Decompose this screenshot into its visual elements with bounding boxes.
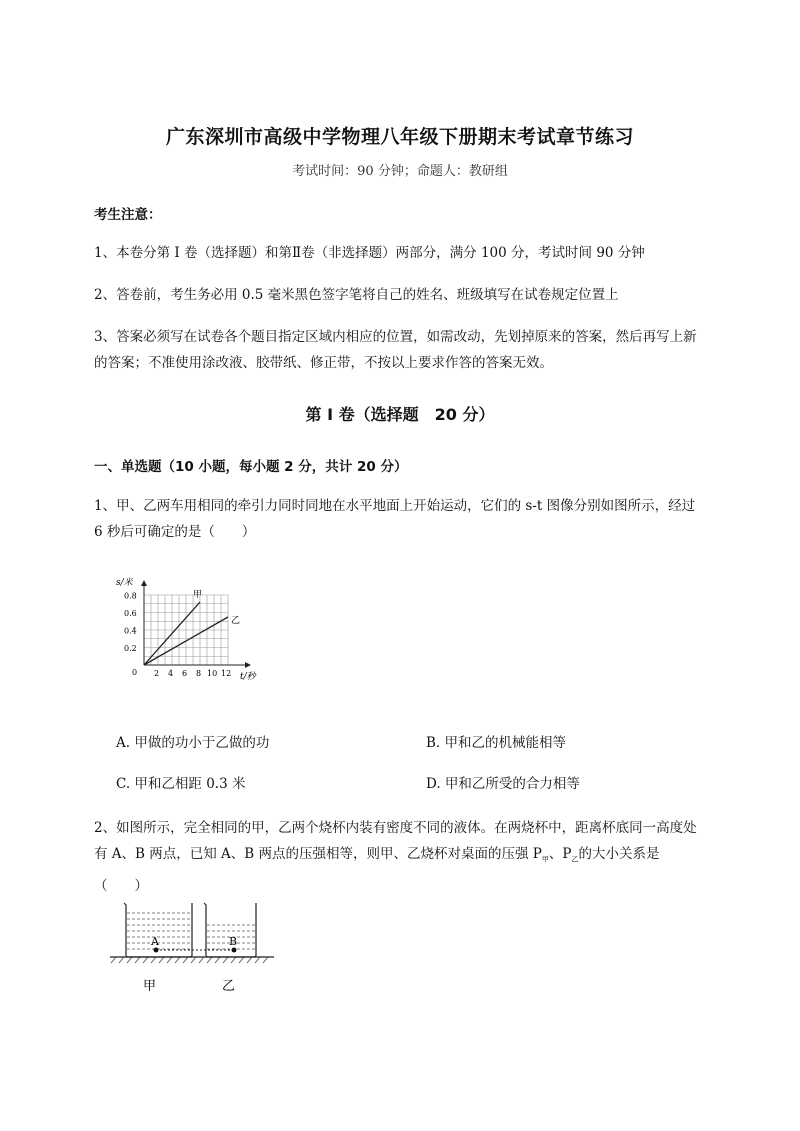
xtick-label: 6 (182, 669, 188, 678)
y-axis-label: s/米 (116, 578, 133, 588)
exam-info: 考试时间：90 分钟；命题人：教研组 (292, 164, 508, 179)
xtick-label: 2 (154, 669, 160, 678)
q1-option-b: B. 甲和乙的机械能相等 (426, 735, 567, 751)
point-b-dot (232, 948, 237, 953)
notice-item-2: 2、答卷前，考生务必用 0.5 毫米黑色签字笔将自己的姓名、班级填写在试卷规定位置上 (94, 287, 619, 303)
q1-option-a: A. 甲做的功小于乙做的功 (116, 735, 270, 751)
line-yi-label: 乙 (231, 616, 241, 626)
point-a-label: A (151, 935, 159, 948)
xtick-label: 8 (196, 669, 202, 678)
notice-heading: 考生注意： (94, 207, 162, 223)
xtick-label: 10 (207, 669, 218, 678)
ytick-label: 0.6 (124, 609, 137, 618)
point-b-label: B (229, 935, 238, 948)
xtick-label: 4 (168, 669, 174, 678)
question-1-stem: 1、甲、乙两车用相同的牵引力同时同地在水平地面上开始运动，它们的 s-t 图像分别如图所示，经过 6 秒后可确定的是（ ） (94, 498, 696, 540)
q1-option-d: D. 甲和乙所受的合力相等 (426, 776, 580, 792)
subscript-yi: 乙 (571, 855, 579, 864)
q2-stem-part: 、P (548, 846, 572, 862)
x-axis-label: t/秒 (240, 672, 256, 682)
point-a-dot (154, 948, 159, 953)
ytick-label: 0.2 (124, 644, 137, 653)
ytick-label: 0.8 (124, 591, 137, 601)
xtick-label: 12 (221, 669, 232, 678)
beakers-figure (108, 895, 278, 995)
part-title: 一、单选题（10 小题，每小题 2 分，共计 20 分） (94, 459, 408, 475)
beaker-jia-label: 甲 (143, 979, 157, 994)
st-graph (112, 575, 272, 690)
beaker-yi-label: 乙 (222, 979, 236, 994)
graph-grid (144, 595, 228, 665)
subscript-jia: 甲 (541, 855, 549, 864)
origin-label: 0 (132, 668, 138, 677)
notice-item-1: 1、本卷分第 I 卷（选择题）和第Ⅱ卷（非选择题）两部分，满分 100 分，考试时间 90 分钟 (94, 245, 645, 261)
question-2-stem-line-1: 2、如图所示，完全相同的甲，乙两个烧杯内装有密度不同的液体。在两烧杯中，距离杯底同一高度处 (94, 820, 697, 836)
ytick-label: 0.4 (124, 626, 137, 636)
page-title: 广东深圳市高级中学物理八年级下册期末考试章节练习 (165, 126, 634, 148)
q2-stem-part: 有 A、B 两点，已知 A、B 两点的压强相等，则甲、乙烧杯对桌面的压强 P (94, 846, 542, 862)
q1-option-c: C. 甲和乙相距 0.3 米 (116, 776, 246, 792)
table-hatching (111, 957, 268, 963)
notice-item-3: 3、答案必须写在试卷各个题目指定区域内相应的位置，如需改动，先划掉原来的答案，然后再写上新的答案；不准使用涂改液、胶带纸、修正带，不按以上要求作答的答案无效。 (94, 329, 697, 371)
question-2-stem-line-2 (94, 841, 706, 899)
line-jia-label: 甲 (193, 590, 203, 600)
section-title: 第 I 卷（选择题 20 分） (305, 405, 495, 424)
q2-stem-part: 的大小关系是（ ） (94, 846, 660, 894)
